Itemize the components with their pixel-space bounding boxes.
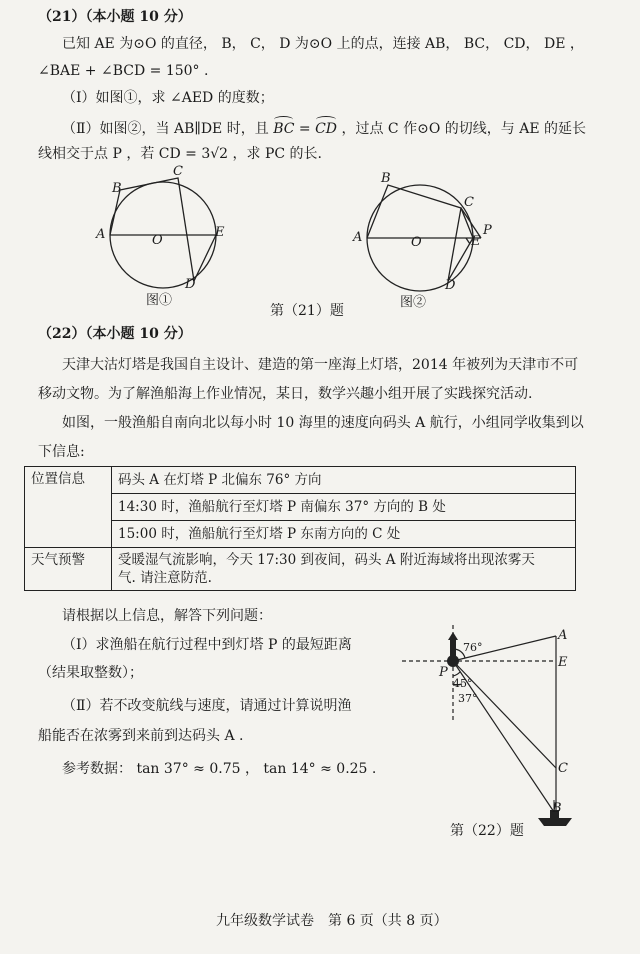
fig2-label-d: D xyxy=(445,278,456,293)
position-header: 位置信息 xyxy=(25,467,112,548)
q22-label-p: P xyxy=(439,665,448,680)
q22-ask: 请根据以上信息，解答下列问题： xyxy=(62,608,272,624)
q21-part2-prefix: （Ⅱ）如图②，当 AB∥DE 时，且 xyxy=(62,121,269,137)
arc-bc: BC xyxy=(273,121,295,137)
q22-part2-line1: （Ⅱ）若不改变航线与速度，请通过计算说明渔 xyxy=(62,698,352,714)
q22-figure-title: 第（22）题 xyxy=(450,823,524,839)
q22-reference-data: 参考数据： tan 37° ≈ 0.75 ， tan 14° ≈ 0.25 . xyxy=(62,761,377,777)
q21-figure-title: 第（21）题 xyxy=(270,303,344,319)
fig1-label-b: B xyxy=(112,181,122,196)
arc-cd: CD xyxy=(315,121,338,137)
q22-label-c: C xyxy=(558,761,568,776)
fig1-label-c: C xyxy=(173,164,183,179)
q22-part2-line2: 船能否在浓雾到来前到达码头 A . xyxy=(38,728,244,744)
fig2-label-p: P xyxy=(483,223,492,238)
q22-label-b: B xyxy=(552,801,562,816)
q22-intro-line1: 天津大沽灯塔是我国自主设计、建造的第一座海上灯塔，2014 年被列为天津市不可 xyxy=(62,357,579,373)
q22-angle-45: 45° xyxy=(453,677,473,690)
position-row-1: 码头 A 在灯塔 P 北偏东 76° 方向 xyxy=(112,467,576,494)
q22-label-a: A xyxy=(558,628,568,643)
q22-intro-line2: 移动文物。为了解渔船海上作业情况，某日，数学兴趣小组开展了实践探究活动. xyxy=(38,386,533,402)
q21-part2-line2: 线相交于点 P ，若 CD = 3√2 ，求 PC 的长. xyxy=(38,146,323,162)
q21-header: （21）（本小题 10 分） xyxy=(38,9,192,25)
fig2-label-a: A xyxy=(353,230,363,245)
q21-part1: （Ⅰ）如图①，求 ∠AED 的度数； xyxy=(62,90,274,106)
q22-intro-line4: 下信息: xyxy=(38,444,85,460)
q22-intro-line3: 如图，一般渔船自南向北以每小时 10 海里的速度向码头 A 航行，小组同学收集到以 xyxy=(62,415,584,431)
fig1-label-d: D xyxy=(185,277,196,292)
fig1-label-a: A xyxy=(96,227,106,242)
q22-part1-line1: （Ⅰ）求渔船在航行过程中到灯塔 P 的最短距离 xyxy=(62,637,352,653)
position-row-3: 15:00 时，渔船航行至灯塔 P 东南方向的 C 处 xyxy=(112,521,576,548)
fig2-label-b: B xyxy=(381,171,391,186)
q22-angle-37: 37° xyxy=(458,692,478,705)
q21-part2-suffix: ，过点 C 作⊙O 的切线，与 AE 的延长 xyxy=(341,121,586,137)
fig1-label-e: E xyxy=(215,225,225,240)
q22-angle-76: 76° xyxy=(463,641,483,654)
position-row-2: 14:30 时，渔船航行至灯塔 P 南偏东 37° 方向的 B 处 xyxy=(112,494,576,521)
q21-text-line1: 已知 AE 为⊙O 的直径， B， C， D 为⊙O 上的点，连接 AB， BC， CD， DE ， xyxy=(62,36,584,52)
q22-part1-line2: （结果取整数）； xyxy=(38,665,143,681)
fig2-caption: 图② xyxy=(400,295,427,310)
fig1-caption: 图① xyxy=(146,293,173,308)
weather-header: 天气预警 xyxy=(25,548,112,591)
page-footer: 九年级数学试卷 第 6 页（共 8 页） xyxy=(216,913,448,929)
weather-line-1: 受暖湿气流影响，今天 17:30 到夜间，码头 A 附近海域将出现浓雾天 xyxy=(118,552,535,568)
q22-header: （22）（本小题 10 分） xyxy=(38,326,192,342)
weather-line-2: 气. 请注意防范. xyxy=(118,570,212,586)
fig2-label-o: O xyxy=(411,235,422,250)
fig2-label-e: E xyxy=(471,234,481,249)
q22-label-e: E xyxy=(558,655,568,670)
fig2-label-c: C xyxy=(464,195,474,210)
arc-equals: = xyxy=(294,121,316,137)
fig1-label-o: O xyxy=(152,233,163,248)
q21-text-line2: ∠BAE + ∠BCD = 150° . xyxy=(38,63,209,79)
